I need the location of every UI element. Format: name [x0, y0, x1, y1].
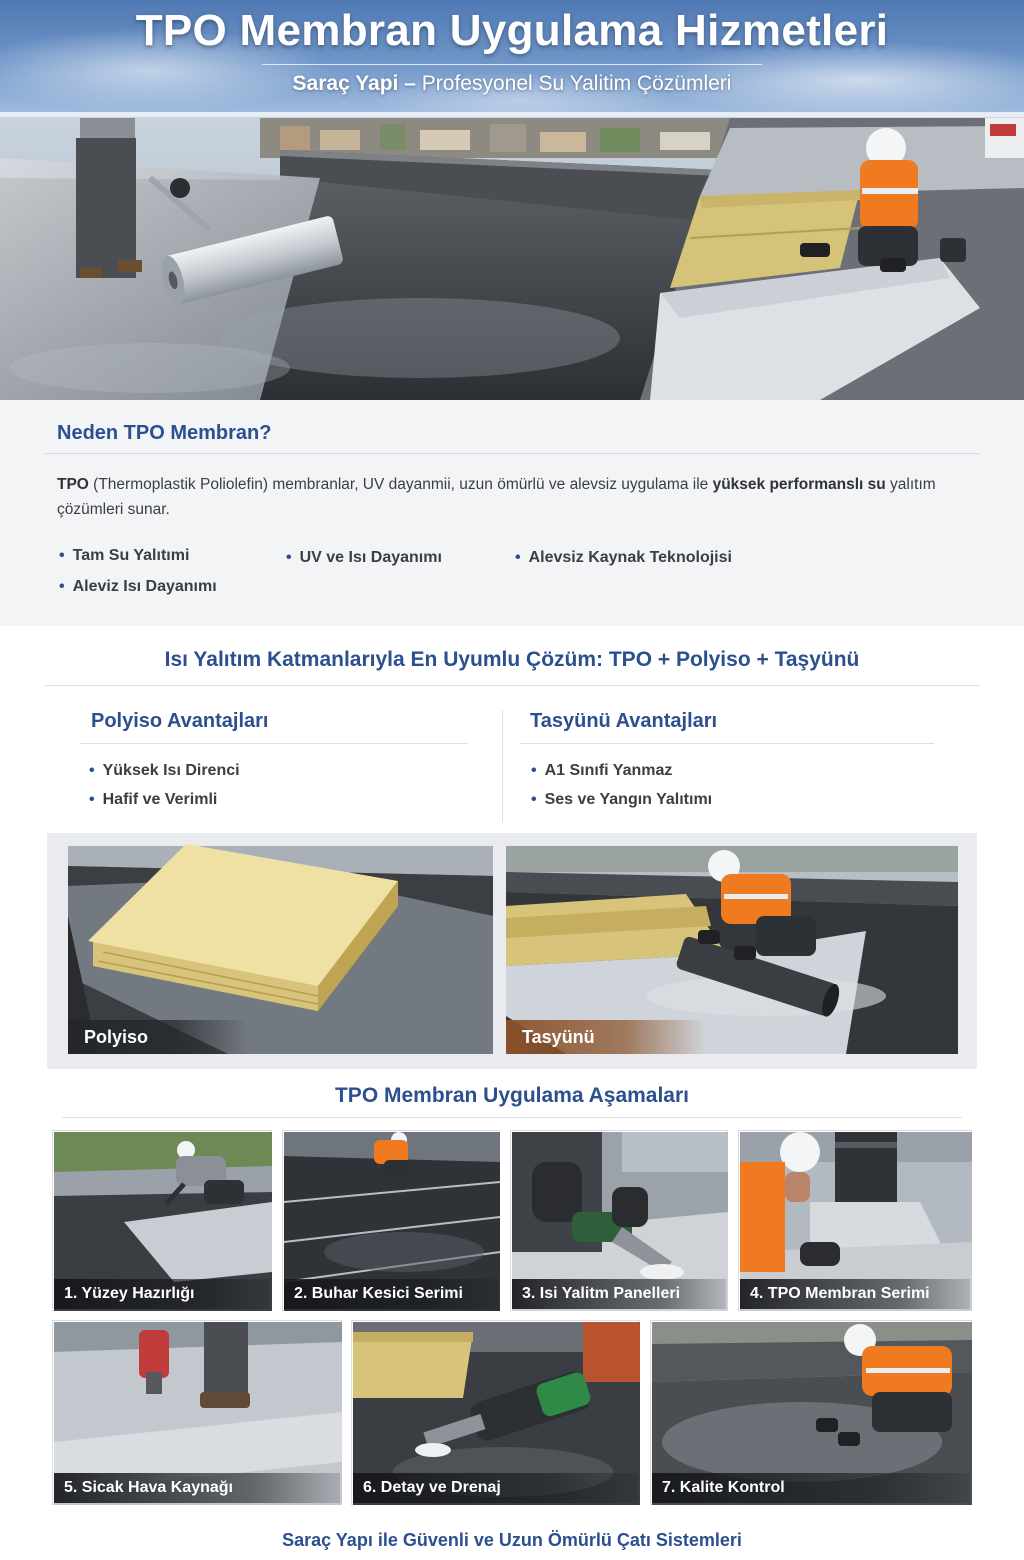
- header-subtitle: [0, 72, 1024, 96]
- step-caption: 5. Sicak Hava Kaynağı: [54, 1473, 340, 1503]
- why-bullet: [59, 547, 189, 565]
- brand-name: Saraç Yapi: [292, 72, 399, 95]
- why-bullet-text: Aleviz Isı Dayanımı: [72, 578, 217, 595]
- polyiso-photo: [68, 846, 493, 1054]
- step-card: [352, 1321, 639, 1504]
- bullet-dot-icon: •: [89, 762, 95, 779]
- bullet-dot-icon: •: [531, 791, 537, 808]
- polyiso-caption: Polyiso: [68, 1020, 248, 1054]
- why-title: Neden TPO Membran?: [57, 422, 272, 444]
- polyiso-divider: [80, 743, 468, 744]
- why-bullet-text: UV ve Isı Dayanımı: [299, 549, 442, 566]
- step-card: [511, 1131, 727, 1310]
- tasyunu-bullet: [531, 762, 672, 780]
- bullet-dot-icon: •: [531, 762, 537, 779]
- polyiso-title: Polyiso Avantajları: [91, 710, 269, 732]
- polyiso-bullet-text: Hafif ve Verimli: [102, 791, 218, 808]
- subtitle-text: Profesyonel Su Yalitim Çözümleri: [421, 72, 732, 95]
- bullet-dot-icon: •: [59, 547, 65, 564]
- why-divider: [45, 453, 980, 454]
- steps-title: TPO Membran Uygulama Aşamaları: [334, 1084, 689, 1107]
- page-title: TPO Membran Uygulama Hizmetleri: [135, 6, 889, 55]
- layers-divider: [45, 685, 980, 686]
- why-section: [0, 400, 1024, 626]
- hero-illustration: [0, 118, 1024, 400]
- layers-title: Isı Yalıtım Katmanlarıyla En Uyumlu Çözüm: TPO + Polyiso + Taşyünü: [164, 648, 860, 671]
- step-card: [283, 1131, 499, 1310]
- why-bullet-text: Tam Su Yalıtımi: [72, 547, 190, 564]
- step-caption: 3. Isi Yalitm Panelleri: [512, 1279, 726, 1309]
- hero-photo: [0, 118, 1024, 400]
- tasyunu-bullet: [531, 791, 712, 809]
- step-card: [739, 1131, 971, 1310]
- bullet-dot-icon: •: [59, 578, 65, 595]
- header-divider: [262, 64, 762, 65]
- tasyunu-divider: [520, 743, 934, 744]
- tasyunu-photo: [506, 846, 958, 1054]
- step-caption: 6. Detay ve Drenaj: [353, 1473, 638, 1503]
- why-text-lead: TPO: [57, 476, 89, 493]
- step-card: [53, 1131, 271, 1310]
- brand-dash: –: [404, 72, 416, 95]
- footer-cut-text: Saraç Yapı ile Güvenli ve Uzun Ömürlü Çatı Sistemleri: [282, 1530, 742, 1550]
- steps-divider: [62, 1117, 962, 1118]
- bullet-dot-icon: •: [286, 549, 292, 566]
- why-bullet: [515, 549, 732, 567]
- bullet-dot-icon: •: [515, 549, 521, 566]
- step-caption: 7. Kalite Kontrol: [652, 1473, 970, 1503]
- step-caption: 4. TPO Membran Serimi: [740, 1279, 970, 1309]
- why-bullet: [286, 549, 442, 567]
- insulation-photo-panel: [47, 833, 977, 1069]
- tasyunu-caption: Tasyünü: [506, 1020, 706, 1054]
- why-text-bold: yüksek performanslı su: [712, 476, 886, 493]
- step-caption: 1. Yüzey Hazırlığı: [54, 1279, 270, 1309]
- step-card: [53, 1321, 341, 1504]
- tasyunu-title: Tasyünü Avantajları: [530, 710, 718, 732]
- page-header: [0, 0, 1024, 112]
- step-caption: 2. Buhar Kesici Serimi: [284, 1279, 498, 1309]
- tasyunu-bullet-text: Ses ve Yangın Yalıtımı: [544, 791, 713, 808]
- polyiso-bullet-text: Yüksek Isı Direnci: [102, 762, 240, 779]
- step-card: [651, 1321, 971, 1504]
- bullet-dot-icon: •: [89, 791, 95, 808]
- why-bullet-text: Alevsiz Kaynak Teknolojisi: [528, 549, 732, 566]
- why-description: [57, 472, 957, 522]
- why-text-mid: (Thermoplastik Poliolefin) membranlar, UV dayanmii, uzun ömürlü ve alevsiz uygulama ile: [88, 476, 713, 493]
- tasyunu-bullet-text: A1 Sınıfi Yanmaz: [544, 762, 673, 779]
- why-text-end: yalıtım çözümleri sunar.: [57, 476, 936, 518]
- why-bullet: [59, 578, 217, 596]
- polyiso-bullet: [89, 762, 240, 780]
- column-separator: [502, 710, 503, 822]
- polyiso-bullet: [89, 791, 217, 809]
